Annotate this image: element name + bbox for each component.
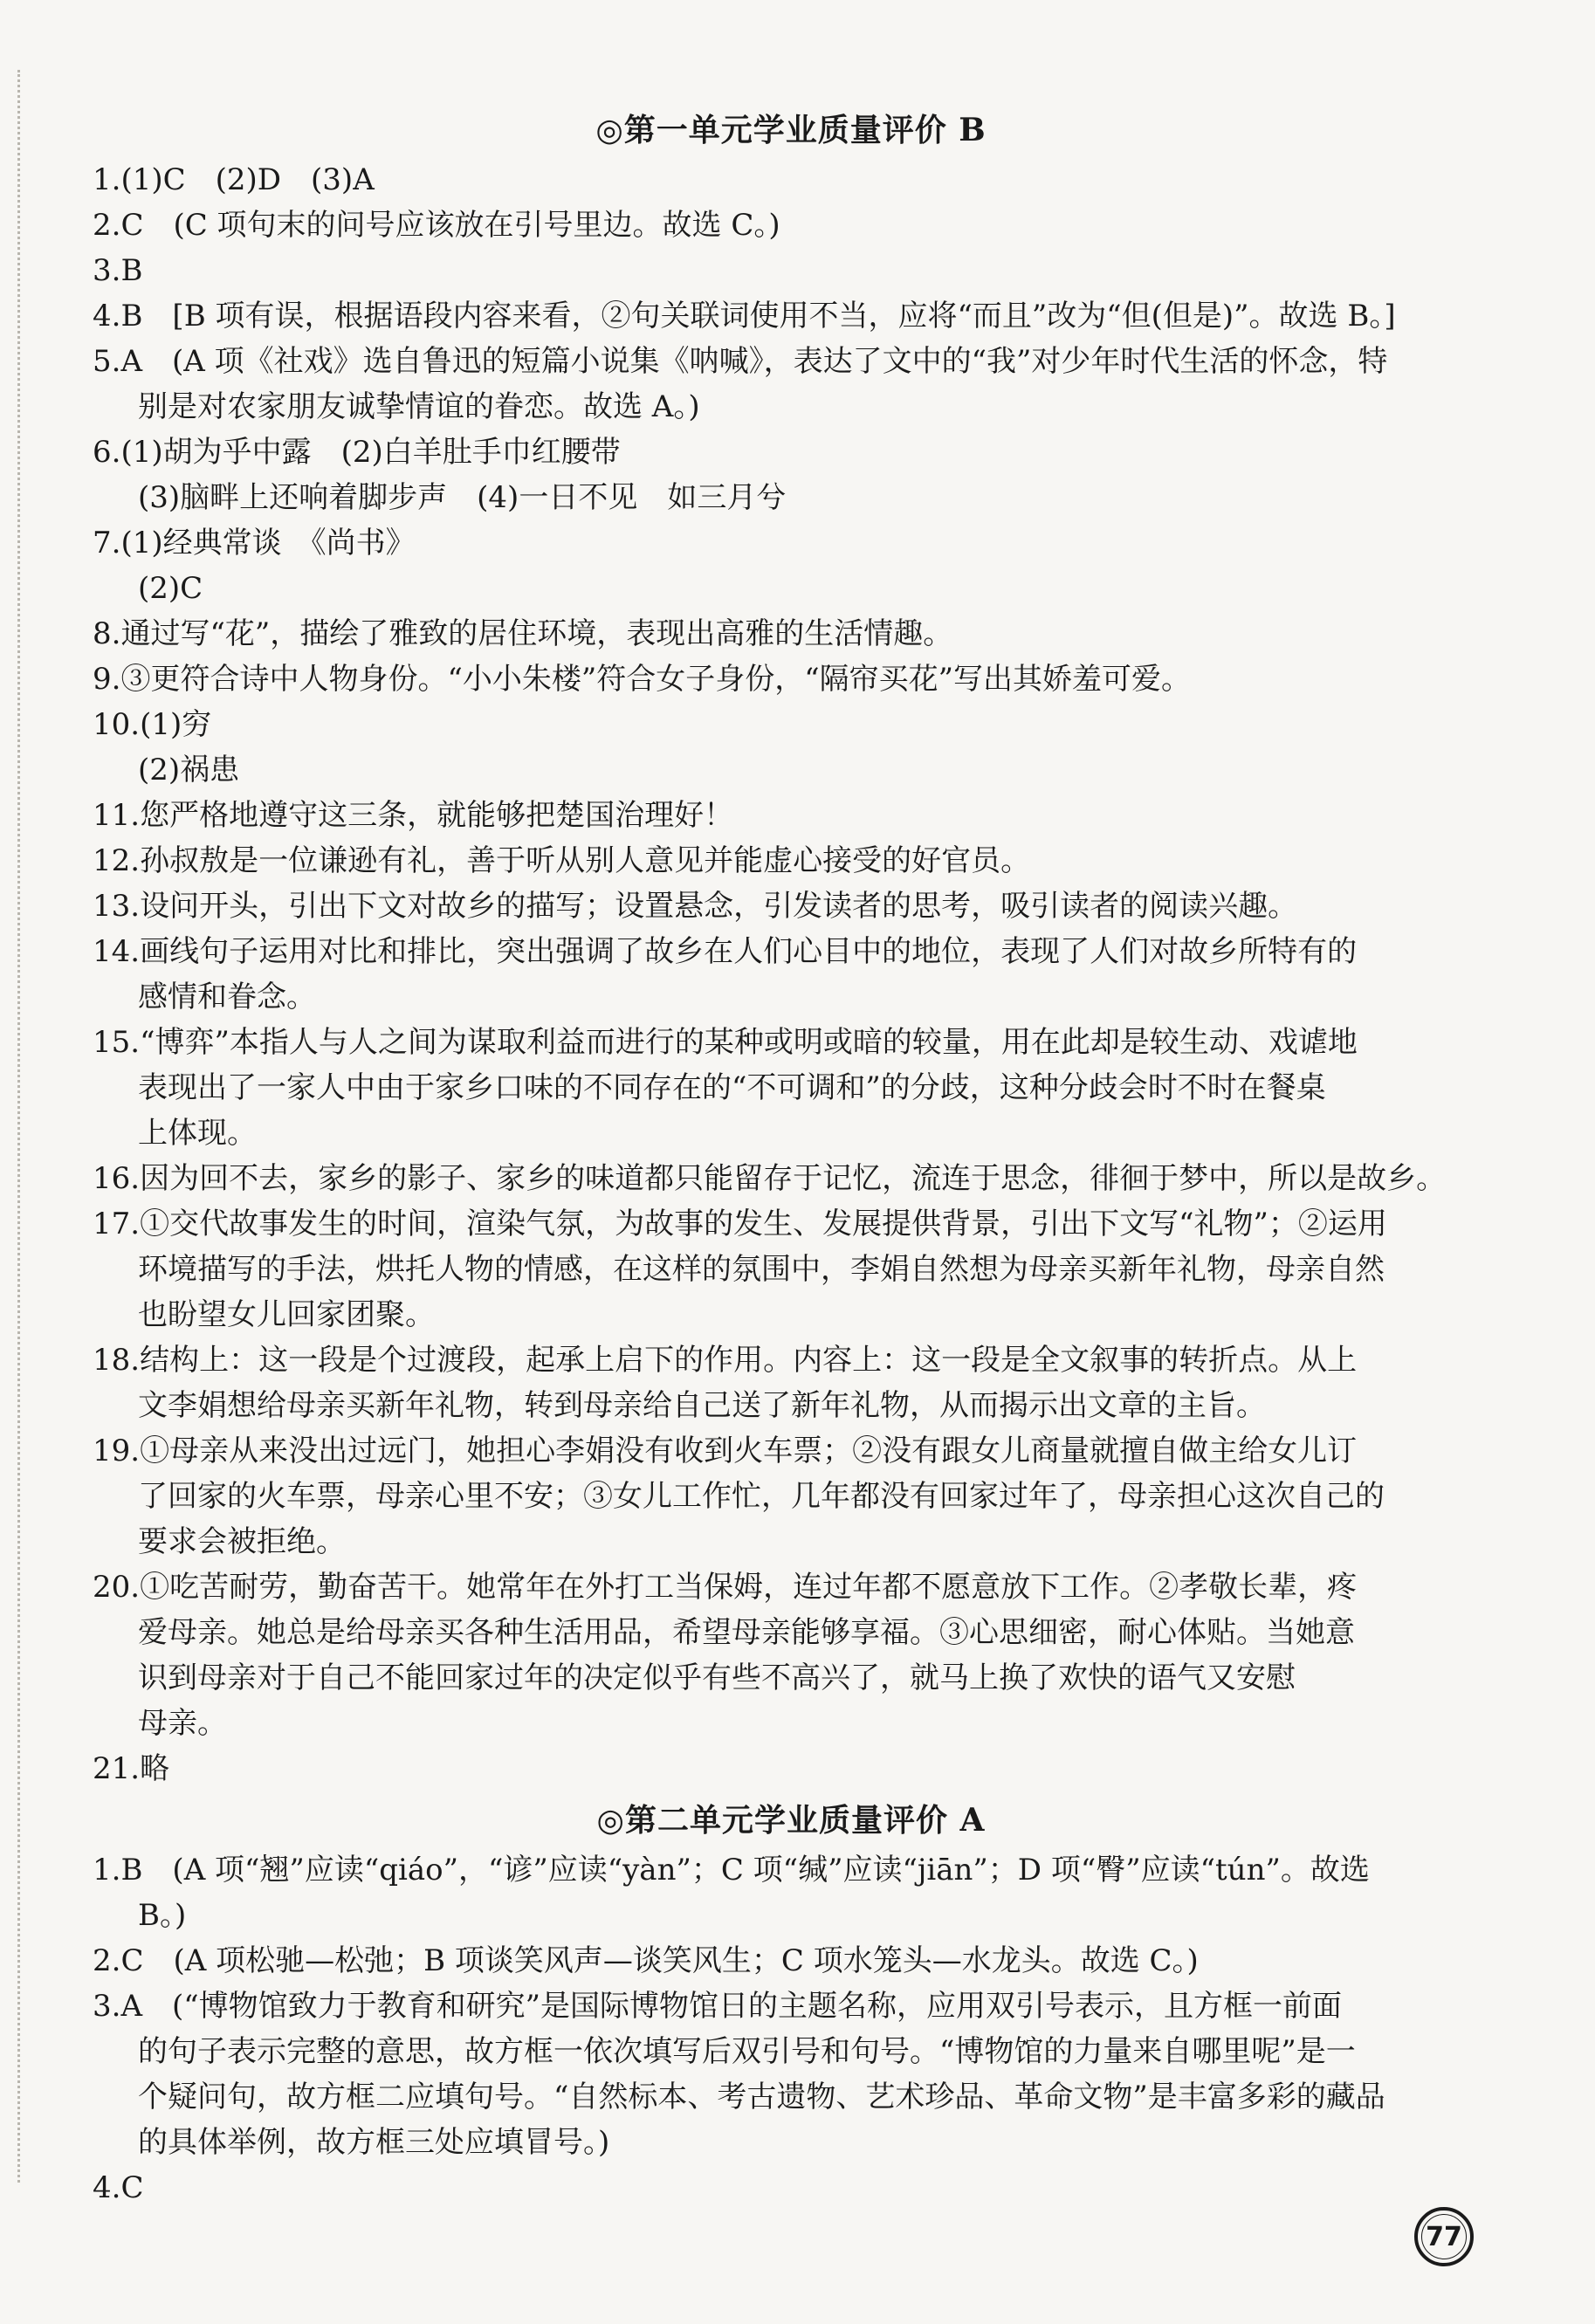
binding-margin-line	[17, 70, 20, 2183]
answer-item-continuation: 上体现。	[138, 1116, 257, 1151]
answer-item: 17.①交代故事发生的时间，渲染气氛，为故事的发生、发展提供背景，引出下文写“礼物”；②运用	[93, 1207, 1387, 1241]
answer-item-continuation: 别是对农家朋友诚挚情谊的眷恋。故选 A。)	[138, 389, 700, 424]
answer-item: 15.“博弈”本指人与人之间为谋取利益而进行的某种或明或暗的较量，用在此却是较生动、戏谑地	[93, 1025, 1358, 1060]
answer-item: 4.C	[93, 2170, 144, 2205]
answer-item: 21.略	[93, 1751, 170, 1786]
answer-item-continuation: 环境描写的手法，烘托人物的情感，在这样的氛围中，李娟自然想为母亲买新年礼物，母亲自然	[138, 1252, 1385, 1287]
answer-content	[93, 107, 1489, 2211]
answer-item: 16.因为回不去，家乡的影子、家乡的味道都只能留存于记忆，流连于思念，徘徊于梦中，所以是故乡。	[93, 1161, 1447, 1196]
answer-item-continuation: 的句子表示完整的意思，故方框一依次填写后双引号和句号。“博物馆的力量来自哪里呢”是一	[138, 2034, 1356, 2069]
answer-item: 10.(1)穷	[93, 707, 212, 742]
answer-item-continuation: 个疑问句，故方框二应填句号。“自然标本、考古遗物、艺术珍品、革命文物”是丰富多彩的藏品	[138, 2080, 1385, 2114]
answer-item: 3.B	[93, 253, 143, 288]
answer-item: 4.B [B 项有误，根据语段内容来看，②句关联词使用不当，应将“而且”改为“但(但是)”。故选 B。]	[93, 299, 1396, 333]
answer-item-continuation: 了回家的火车票，母亲心里不安；③女儿工作忙，几年都没有回家过年了，母亲担心这次自己的	[138, 1479, 1385, 1514]
answer-item: 3.A (“博物馆致力于教育和研究”是国际博物馆日的主题名称，应用双引号表示，且方框一前面	[93, 1989, 1343, 2024]
answer-item: 8.通过写“花”，描绘了雅致的居住环境，表现出高雅的生活情趣。	[93, 616, 953, 651]
page-number-badge	[1414, 2207, 1474, 2266]
answer-item-continuation: 感情和眷念。	[138, 980, 316, 1014]
answer-item-continuation: 爱母亲。她总是给母亲买各种生活用品，希望母亲能够享福。③心思细密，耐心体贴。当她意	[138, 1615, 1355, 1650]
answer-item: 11.您严格地遵守这三条，就能够把楚国治理好！	[93, 798, 734, 833]
answer-item-continuation: (3)脑畔上还响着脚步声 (4)一日不见 如三月兮	[138, 480, 787, 515]
answer-item-continuation: B。)	[138, 1898, 187, 1933]
section-title: ◎第二单元学业质量评价 A	[596, 1802, 986, 1839]
answer-item: 9.③更符合诗中人物身份。“小小朱楼”符合女子身份，“隔帘买花”写出其娇羞可爱。	[93, 662, 1191, 697]
answer-item: 18.结构上：这一段是个过渡段，起承上启下的作用。内容上：这一段是全文叙事的转折点。从上	[93, 1343, 1358, 1378]
section-title: ◎第一单元学业质量评价 B	[595, 112, 987, 148]
answer-item-continuation: 文李娟想给母亲买新年礼物，转到母亲给自己送了新年礼物，从而揭示出文章的主旨。	[138, 1388, 1266, 1423]
answer-item-continuation: (2)祸患	[138, 753, 240, 787]
answer-item: 19.①母亲从来没出过远门，她担心李娟没有收到火车票；②没有跟女儿商量就擅自做主给女儿订	[93, 1434, 1358, 1468]
answer-item: 2.C (C 项句末的问号应该放在引号里边。故选 C。)	[93, 208, 780, 243]
answer-item: 12.孙叔敖是一位谦逊有礼，善于听从别人意见并能虚心接受的好官员。	[93, 843, 1031, 878]
answer-item: 7.(1)经典常谈 《尚书》	[93, 526, 416, 560]
answer-item: 13.设问开头，引出下文对故乡的描写；设置悬念，引发读者的思考，吸引读者的阅读兴趣。	[93, 889, 1298, 924]
answer-item-continuation: (2)C	[138, 571, 203, 606]
answer-item-continuation: 的具体举例，故方框三处应填冒号。)	[138, 2125, 610, 2160]
answer-item: 14.画线句子运用对比和排比，突出强调了故乡在人们心目中的地位，表现了人们对故乡所特有的	[93, 934, 1358, 969]
answer-item-continuation: 也盼望女儿回家团聚。	[138, 1297, 435, 1332]
answer-item: 5.A (A 项《社戏》选自鲁迅的短篇小说集《呐喊》，表达了文中的“我”对少年时代生活的怀念，特	[93, 344, 1388, 379]
page-number: 77	[1426, 2221, 1462, 2252]
answer-item: 20.①吃苦耐劳，勤奋苦干。她常年在外打工当保姆，连过年都不愿意放下工作。②孝敬长辈，疼	[93, 1570, 1358, 1605]
answer-item-continuation: 表现出了一家人中由于家乡口味的不同存在的“不可调和”的分歧，这种分歧会时不时在餐桌	[138, 1070, 1326, 1105]
answer-item: 1.B (A 项“翘”应读“qiáo”，“谚”应读“yàn”；C 项“缄”应读“jiān”；D 项“臀”应读“tún”。故选	[93, 1853, 1370, 1887]
answer-item: 6.(1)胡为乎中露 (2)白羊肚手巾红腰带	[93, 435, 621, 470]
answer-item: 2.C (A 项松驰—松弛；B 项谈笑风声—谈笑风生；C 项水笼头—水龙头。故选 C。)	[93, 1943, 1199, 1978]
answer-item-continuation: 母亲。	[138, 1706, 227, 1741]
answer-item-continuation: 要求会被拒绝。	[138, 1524, 346, 1559]
answer-item-continuation: 识到母亲对于自己不能回家过年的决定似乎有些不高兴了，就马上换了欢快的语气又安慰	[138, 1660, 1296, 1695]
answer-item: 1.(1)C (2)D (3)A	[93, 162, 375, 197]
